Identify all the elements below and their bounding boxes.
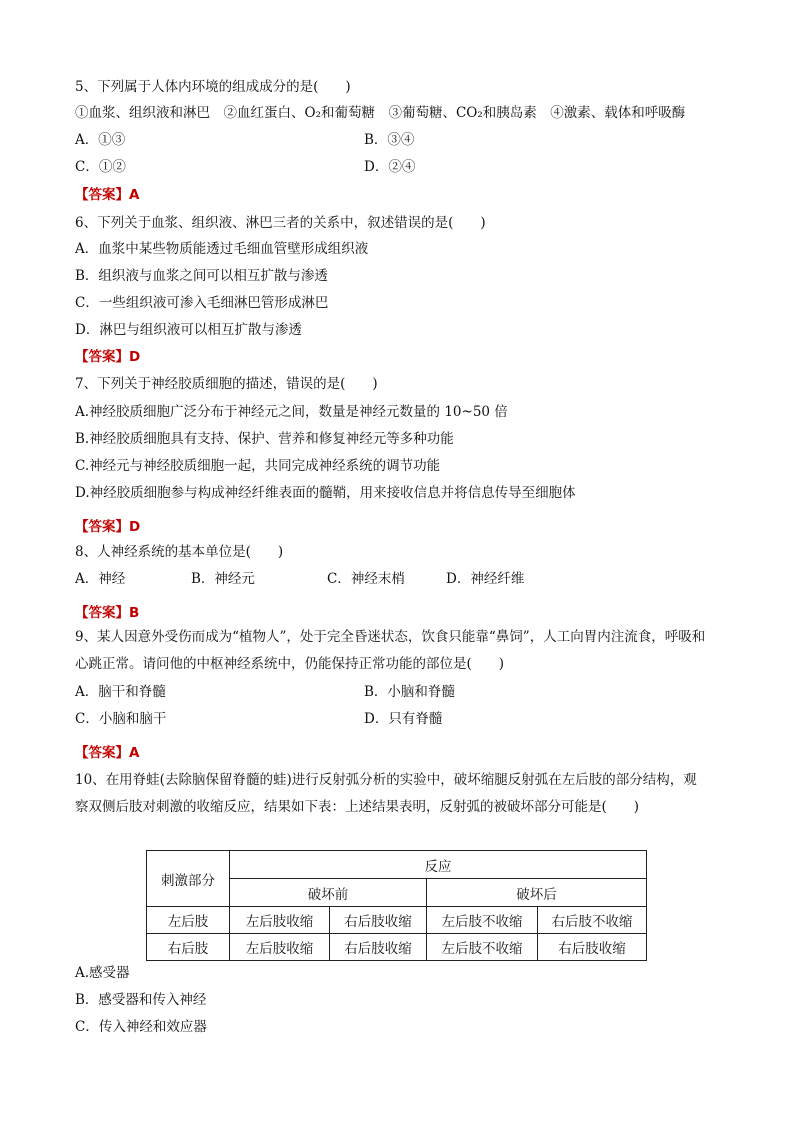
question-5-option-b: B．③④ [364, 132, 415, 148]
question-8-option-d: D．神经纤维 [446, 571, 525, 587]
question-10-stem-line-1: 10、在用脊蛙(去除脑保留脊髓的蛙)进行反射弧分析的实验中，破坏缩腿反射弧在左后肢的部分结构，观 [75, 772, 697, 788]
table-cell: 右后肢收缩 [330, 907, 427, 934]
question-5-stem: 5、下列属于人体内环境的组成成分的是( ) [75, 79, 351, 95]
question-9-stem-line-2: 心跳正常。请问他的中枢神经系统中，仍能保持正常功能的部位是( ) [75, 656, 505, 672]
question-9-option-d: D．只有脊髓 [364, 711, 443, 727]
table-cell: 右后肢收缩 [538, 934, 647, 961]
question-10-stem-line-2: 察双侧后肢对刺激的收缩反应，结果如下表：上述结果表明，反射弧的被破坏部分可能是( ) [75, 799, 640, 815]
table-cell: 左后肢收缩 [230, 907, 330, 934]
table-header-row [147, 851, 647, 879]
table-cell: 右后肢 [147, 934, 230, 961]
question-9-option-b: B．小脑和脊髓 [364, 684, 455, 700]
question-5-option-c: C．①② [75, 159, 126, 175]
table-cell: 左后肢不收缩 [427, 934, 538, 961]
question-9-option-c: C．小脑和脑干 [75, 711, 167, 727]
table-row [147, 934, 647, 961]
question-10-option-c: C．传入神经和效应器 [75, 1019, 207, 1035]
question-7-option-d: D.神经胶质细胞参与构成神经纤维表面的髓鞘，用来接收信息并将信息传导至细胞体 [75, 485, 576, 501]
table-cell: 右后肢不收缩 [538, 907, 647, 934]
question-5-option-a: A．①③ [75, 132, 126, 148]
question-9-option-a: A．脑干和脊髓 [75, 684, 166, 700]
question-8-answer: 【答案】B [75, 605, 140, 621]
question-9-stem-line-1: 9、某人因意外受伤而成为“植物人”，处于完全昏迷状态，饮食只能靠“鼻饲”，人工向胃内注流食，呼吸和 [75, 629, 706, 645]
question-6-answer: 【答案】D [75, 349, 141, 365]
question-7-stem: 7、下列关于神经胶质细胞的描述，错误的是( ) [75, 376, 378, 392]
question-6-stem: 6、下列关于血浆、组织液、淋巴三者的关系中，叙述错误的是( ) [75, 215, 486, 231]
question-9-answer: 【答案】A [75, 745, 140, 761]
question-7-answer: 【答案】D [75, 519, 141, 535]
reflex-result-table [146, 850, 647, 961]
table-cell: 左后肢收缩 [230, 934, 330, 961]
table-cell: 左后肢不收缩 [427, 907, 538, 934]
question-8-option-c: C．神经末梢 [327, 571, 405, 587]
table-cell: 左后肢 [147, 907, 230, 934]
header-reaction: 反应 [230, 851, 647, 879]
question-8-stem: 8、人神经系统的基本单位是( ) [75, 544, 284, 560]
question-6-option-b: B．组织液与血浆之间可以相互扩散与渗透 [75, 268, 328, 284]
question-5-answer: 【答案】A [75, 187, 140, 203]
header-before-damage: 破坏前 [230, 879, 427, 907]
question-8-option-a: A．神经 [75, 571, 126, 587]
question-10-option-a: A.感受器 [75, 965, 130, 981]
question-5-items: ①血浆、组织液和淋巴 ②血红蛋白、O₂和葡萄糖 ③葡萄糖、CO₂和胰岛素 ④激素、载体和呼吸酶 [75, 105, 686, 121]
question-6-option-c: C．一些组织液可渗入毛细淋巴管形成淋巴 [75, 295, 329, 311]
header-stimulus-part: 刺激部分 [147, 851, 230, 907]
question-7-option-a: A.神经胶质细胞广泛分布于神经元之间，数量是神经元数量的 10~50 倍 [75, 404, 508, 420]
table-cell: 右后肢收缩 [330, 934, 427, 961]
question-6-option-a: A．血浆中某些物质能透过毛细血管壁形成组织液 [75, 241, 369, 257]
question-7-option-c: C.神经元与神经胶质细胞一起，共同完成神经系统的调节功能 [75, 458, 441, 474]
table-row [147, 907, 647, 934]
question-6-option-d: D．淋巴与组织液可以相互扩散与渗透 [75, 322, 302, 338]
question-7-option-b: B.神经胶质细胞具有支持、保护、营养和修复神经元等多种功能 [75, 431, 454, 447]
question-10-option-b: B．感受器和传入神经 [75, 992, 207, 1008]
question-5-option-d: D．②④ [364, 159, 416, 175]
question-8-option-b: B．神经元 [191, 571, 255, 587]
header-after-damage: 破坏后 [427, 879, 647, 907]
